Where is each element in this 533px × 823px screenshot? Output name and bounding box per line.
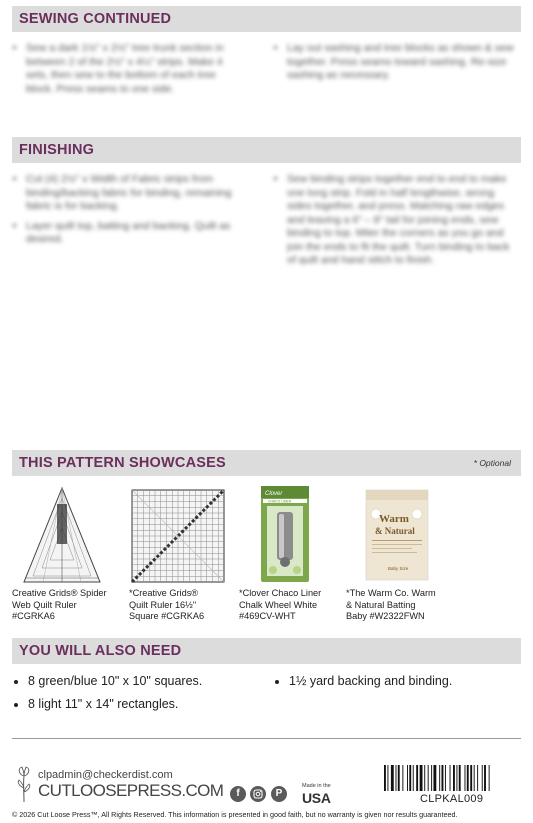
section-title: SEWING CONTINUED [19,11,172,27]
chalk-liner-icon [239,484,347,586]
logo-flower-icon [12,764,36,804]
list-item: • Sew a dark 1½" x 2½" tree trunk section in between 2 of the 2½" x 4¼" strips. Make 4 sets, then sew to the bottom of each tree block. Press seams to one side. [26,42,244,96]
facebook-icon[interactable]: f [230,786,246,802]
list-item: • 8 light 11" x 14" rectangles. [28,696,262,712]
made-in-label: Made in the [302,783,331,789]
pinterest-icon[interactable]: P [271,786,287,802]
section-header-also-need [12,638,521,664]
pack-line-1: Warm [379,513,409,525]
pack-brand: Clover [265,491,283,497]
usa-label: USA [302,790,331,806]
section-header-finishing [12,137,521,163]
list-item: • Layer quilt top, batting and backing. Quilt as desired. [26,220,244,247]
square-ruler-icon [129,484,237,586]
sewing-continued-right-column [275,42,520,89]
list-item: • Lay out sashing and tree blocks as shown & sew together. Press seams toward sashing. Re-size sashing as necessary. [287,42,520,83]
section-title: YOU WILL ALSO NEED [19,643,182,659]
product-caption: *The Warm Co. Warm & Natural Batting Baby #W2322FWN [346,588,436,621]
footer-email[interactable]: clpadmin@checkerdist.com [38,769,173,781]
instagram-icon[interactable] [250,786,266,802]
product-caption: *Creative Grids® Quilt Ruler 16½" Square #CGRKA6 [129,588,205,621]
list-item: • Sew binding strips together end to end to make one long strip. Fold in half lengthwise, wrong sides together, and press. Matching raw edges and leaving a 6" – 8" tail for joining ends, sew binding to top. Miter the corners as you go and join the ends to fit the quilt. Turn binding to back of quilt and hand stitch to finish. [287,173,520,268]
product-sku: CLPKAL009 [420,793,484,805]
also-need-left-list [12,673,262,719]
pack-label: CHACO LINER [268,499,292,504]
sewing-continued-left-column [14,42,244,102]
footer-website[interactable]: CUTLOOSEPRESS.COM [38,781,224,800]
section-header-sewing-continued [12,6,521,32]
list-item: • 1½ yard backing and binding. [289,673,518,689]
product-caption: *Clover Chaco Liner Chalk Wheel White #469CV-WHT [239,588,322,621]
product-card [346,484,454,623]
product-card [12,484,120,623]
barcode [383,765,521,791]
finishing-right-column [275,173,520,274]
legal-notice: © 2026 Cut Loose Press™, All Rights Reserved. This information is presented in good faith, but no warranty is given nor results guaranteed. [12,810,458,819]
list-item: • Cut (4) 2½" x Width of Fabric strips from binding/backing fabric for binding, remaining fabric is for backing. [26,173,244,214]
pack-line-2: & Natural [375,526,415,536]
section-title: FINISHING [19,142,95,158]
pack-size: Baby Size [388,566,409,571]
product-card [129,484,237,623]
finishing-left-column [14,173,244,253]
section-title: THIS PATTERN SHOWCASES [19,455,226,471]
also-need-right-list [273,673,518,696]
section-header-showcases [12,450,521,476]
product-showcase-row [12,484,521,629]
triangle-ruler-icon [12,484,120,586]
product-caption: Creative Grids® Spider Web Quilt Ruler #CGRKA6 [12,588,107,621]
optional-note: * Optional [473,458,511,468]
list-item: • 8 green/blue 10" x 10" squares. [28,673,262,689]
footer-divider [12,738,521,739]
batting-package-icon [346,484,454,586]
product-card [239,484,347,623]
